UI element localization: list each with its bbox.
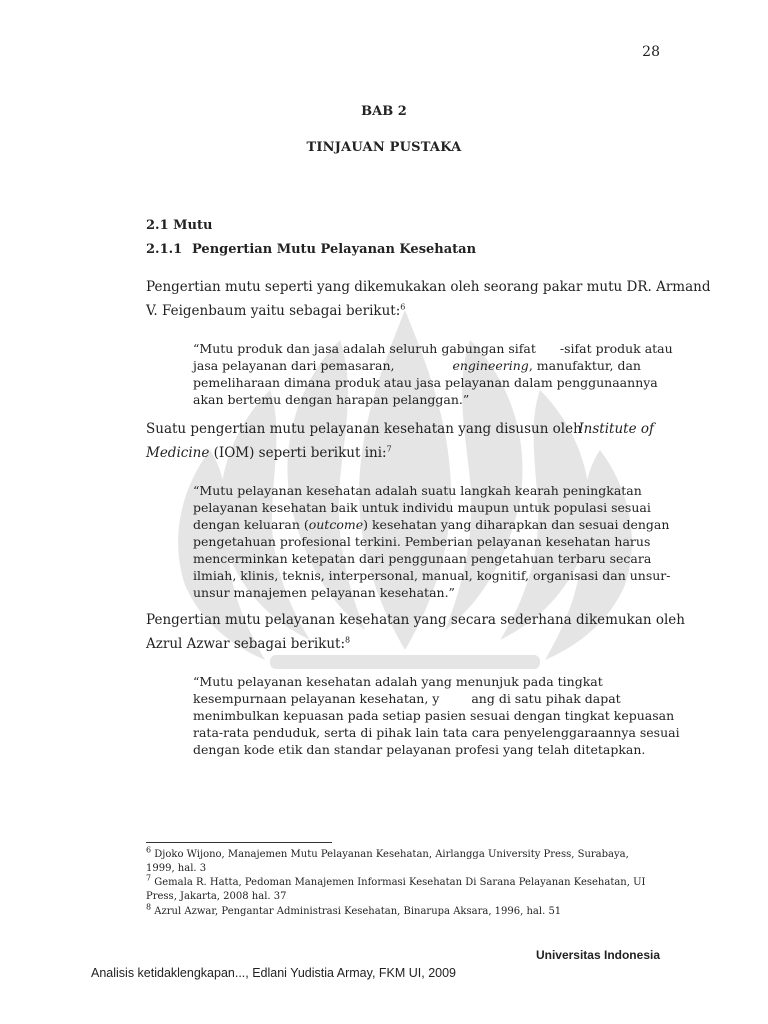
footnote-7 <box>146 873 658 904</box>
quote-text: mencerminkan ketepatan dari penggunaan pengetahuan terbaru secara <box>193 551 652 566</box>
footnote-6 <box>146 845 658 876</box>
subsection-number: 2.1.1 <box>146 242 183 257</box>
footnote-ref: 8 <box>345 635 351 645</box>
quote-text: menimbulkan kepuasan pada setiap pasien sesuai dengan tingkat kepuasan <box>193 708 675 723</box>
paragraph-line: Azrul Azwar sebagai berikut: <box>146 636 345 652</box>
paragraph-1 <box>146 275 711 323</box>
chapter-title: TINJAUAN PUSTAKA <box>306 140 462 155</box>
footnote-number: 6 <box>146 845 152 855</box>
quote-text: ilmiah, klinis, teknis, interpersonal, manual, kognitif, organisasi dan unsur- <box>193 568 671 583</box>
quote-text: akan bertemu dengan harapan pelanggan.” <box>193 392 470 407</box>
subsection-heading <box>146 242 476 257</box>
footnote-text: Djoko Wijono, Manajemen Mutu Pelayanan Kesehatan, Airlangga University Press, Surabaya, <box>151 849 629 860</box>
paragraph-italic: Medicine <box>146 445 210 461</box>
quote-text: ang di satu pihak dapat <box>471 691 621 706</box>
footnote-number: 7 <box>146 873 152 883</box>
paragraph-line: V. Feigenbaum yaitu sebagai berikut: <box>146 303 401 319</box>
quote-text: ) kesehatan yang diharapkan dan sesuai dengan <box>363 517 670 532</box>
paragraph-line: Pengertian mutu pelayanan kesehatan yang secara sederhana dikemukan oleh <box>146 612 685 628</box>
paragraph-line: (IOM) seperti berikut ini: <box>209 445 387 461</box>
paragraph-italic: Institute of <box>578 421 654 437</box>
quote-3 <box>193 673 680 758</box>
footnote-ref: 6 <box>400 302 406 312</box>
quote-text: dengan keluaran ( <box>193 517 309 532</box>
section-heading: 2.1 Mutu <box>146 218 213 233</box>
quote-2 <box>193 482 671 601</box>
footnote-number: 8 <box>146 902 152 912</box>
quote-italic: outcome <box>308 517 364 532</box>
quote-text: -sifat produk atau <box>559 341 673 356</box>
quote-text: “Mutu pelayanan kesehatan adalah suatu langkah kearah peningkatan <box>193 483 642 498</box>
quote-text: , manufaktur, dan <box>528 358 641 373</box>
quote-1 <box>193 340 673 408</box>
footnote-8 <box>146 902 658 919</box>
quote-text: “Mutu pelayanan kesehatan adalah yang menunjuk pada tingkat <box>193 674 603 689</box>
quote-text: unsur manajemen pelayanan kesehatan.” <box>193 585 455 600</box>
footnote-text: 1999, hal. 3 <box>146 863 207 874</box>
quote-text: dengan kode etik dan standar pelayanan profesi yang telah ditetapkan. <box>193 742 646 757</box>
quote-text: jasa pelayanan dari pemasaran, <box>193 358 395 373</box>
footnote-text: Press, Jakarta, 2008 hal. 37 <box>146 891 287 902</box>
paragraph-line: Suatu pengertian mutu pelayanan kesehatan yang disusun oleh <box>146 421 582 437</box>
footnote-ref: 7 <box>386 444 392 454</box>
university-label: Universitas Indonesia <box>535 948 660 962</box>
subsection-title: Pengertian Mutu Pelayanan Kesehatan <box>192 242 477 257</box>
paragraph-line: Pengertian mutu seperti yang dikemukakan oleh seorang pakar mutu DR. Armand <box>146 279 711 295</box>
quote-italic: engineering <box>452 358 529 373</box>
quote-text: “Mutu produk dan jasa adalah seluruh gabungan sifat <box>193 341 536 356</box>
quote-text: pelayanan kesehatan baik untuk individu maupun untuk populasi sesuai <box>193 500 651 515</box>
chapter-label: BAB 2 <box>361 104 407 119</box>
footnote-text: Gemala R. Hatta, Pedoman Manajemen Informasi Kesehatan Di Sarana Pelayanan Kesehatan, UI <box>151 877 646 888</box>
document-footer: Analisis ketidaklengkapan..., Edlani Yudistia Armay, FKM UI, 2009 <box>91 966 457 980</box>
quote-text: kesempurnaan pelayanan kesehatan, y <box>193 691 440 706</box>
footnote-divider <box>146 842 332 843</box>
footnote-text: Azrul Azwar, Pengantar Administrasi Kesehatan, Binarupa Aksara, 1996, hal. 51 <box>151 906 562 917</box>
paragraph-2 <box>146 417 658 465</box>
page-number: 28 <box>642 44 660 60</box>
quote-text: pengetahuan profesional terkini. Pemberian pelayanan kesehatan harus <box>193 534 651 549</box>
paragraph-3 <box>146 608 685 656</box>
quote-text: rata-rata penduduk, serta di pihak lain tata cara penyelenggaraannya sesuai <box>193 725 680 740</box>
quote-text: pemeliharaan dimana produk atau jasa pelayanan dalam penggunaannya <box>193 375 658 390</box>
